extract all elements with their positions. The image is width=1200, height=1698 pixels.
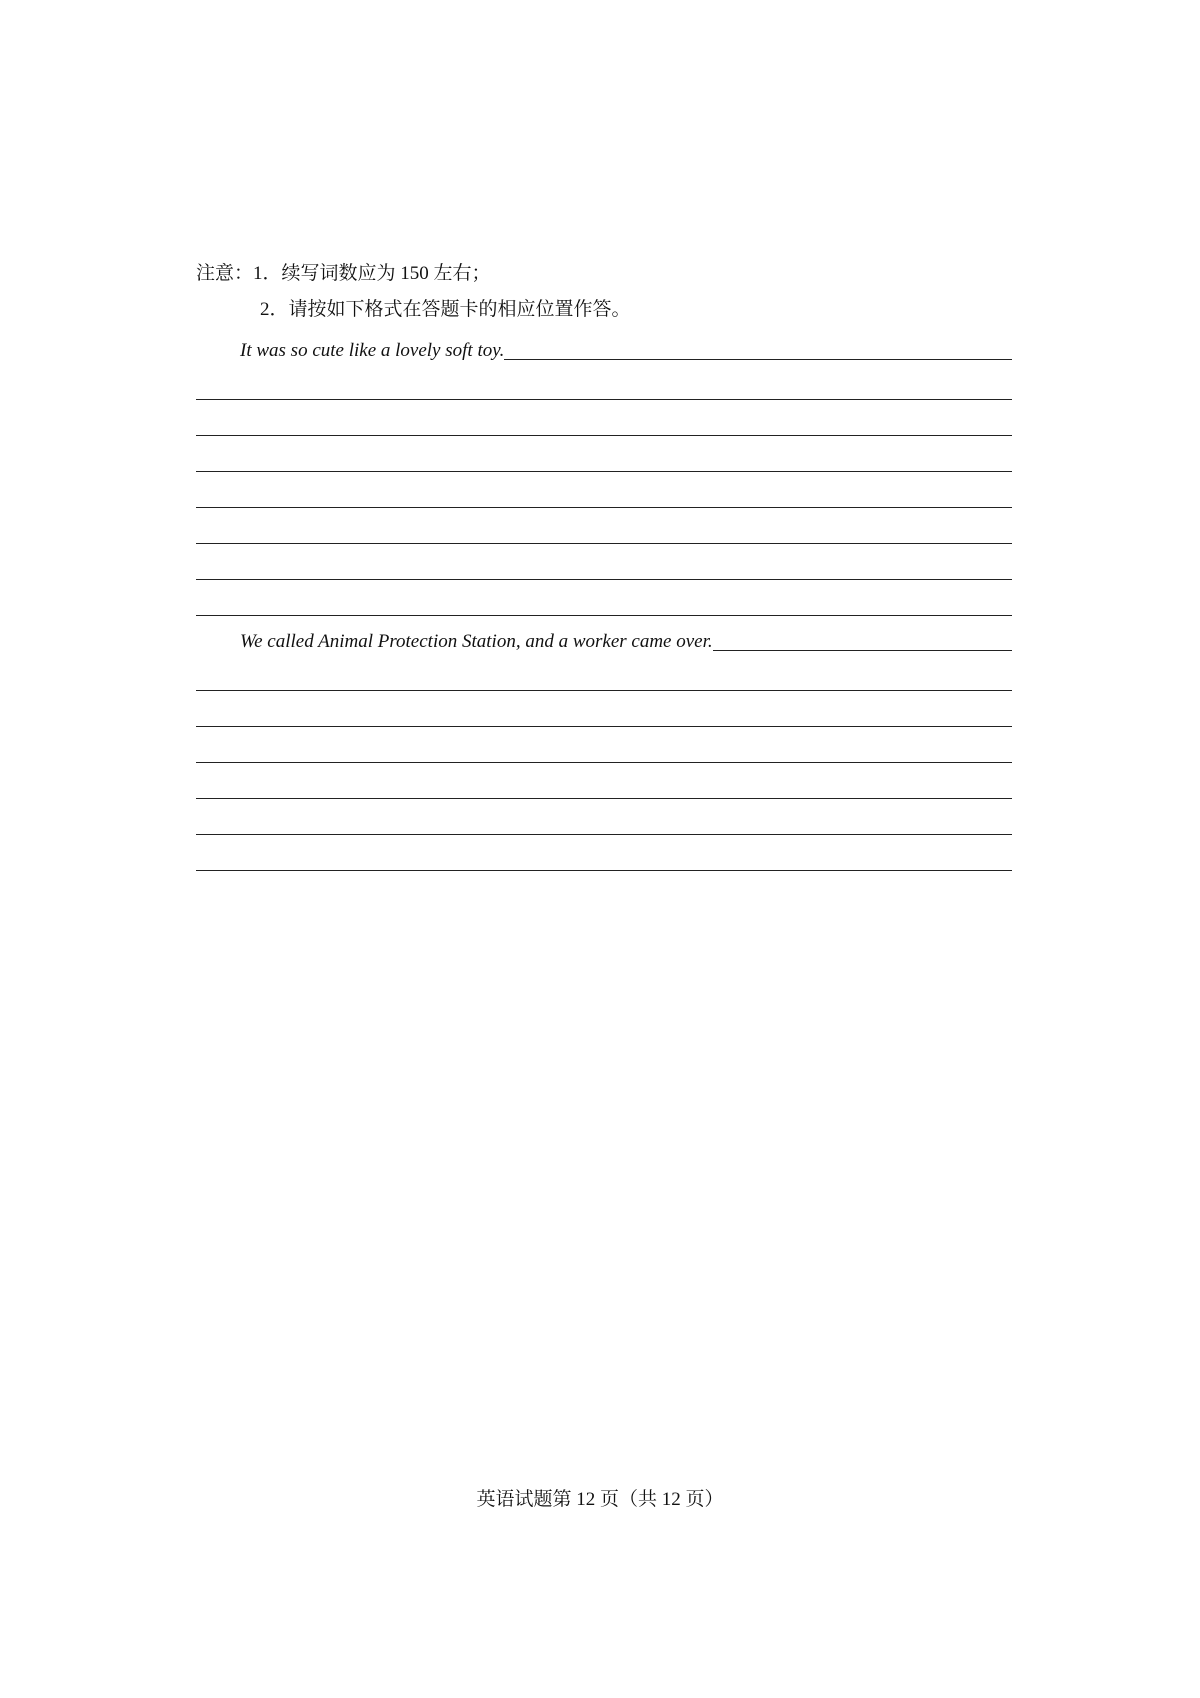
instruction-item-1 (196, 256, 1016, 292)
paragraph-2-writing-line[interactable] (196, 691, 1012, 727)
paragraph-1-writing-line[interactable] (196, 436, 1012, 472)
paragraph-2-writing-line[interactable] (196, 763, 1012, 799)
page-footer: 英语试题第 12 页（共 12 页） (476, 1489, 724, 1510)
instruction-text-2: 2．请按如下格式在答题卡的相应位置作答。 (260, 299, 631, 320)
instructions (196, 256, 1016, 328)
paragraph-1-writing-line[interactable] (196, 544, 1012, 580)
paragraph-1-writing-line[interactable] (196, 508, 1012, 544)
paragraph-2-writing-line[interactable] (196, 655, 1012, 691)
paragraph-2-writing-line[interactable] (196, 835, 1012, 871)
paragraph-2-answer-area (196, 619, 1012, 871)
paragraph-2-first-blank[interactable] (713, 628, 1012, 651)
paragraph-1-writing-line[interactable] (196, 400, 1012, 436)
paragraph-1-answer-area (196, 328, 1012, 616)
paragraph-2-prompt: We called Animal Protection Station, and a worker came over. (240, 631, 713, 652)
paragraph-1-first-blank[interactable] (504, 337, 1012, 360)
paragraph-1-writing-line[interactable] (196, 580, 1012, 616)
instruction-label: 注意： (196, 263, 254, 284)
paragraph-1-prompt: It was so cute like a lovely soft toy. (240, 340, 505, 361)
paragraph-1-prompt-row (196, 328, 1012, 364)
instruction-text-1: 1．续写词数应为 150 左右； (253, 263, 491, 284)
paragraph-2-prompt-row (196, 619, 1012, 655)
paragraph-1-writing-line[interactable] (196, 364, 1012, 400)
instruction-item-2 (196, 292, 1016, 328)
paragraph-1-writing-line[interactable] (196, 472, 1012, 508)
paragraph-2-writing-line[interactable] (196, 727, 1012, 763)
paragraph-2-writing-line[interactable] (196, 799, 1012, 835)
